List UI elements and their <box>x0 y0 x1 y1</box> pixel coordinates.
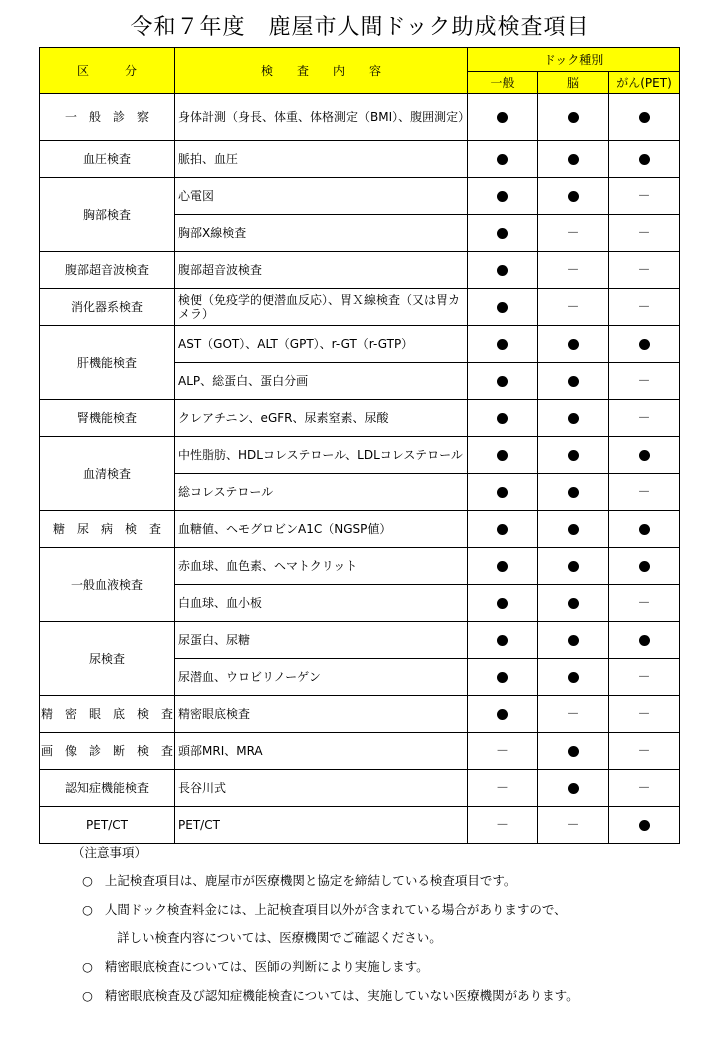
filled-circle-icon <box>568 746 579 757</box>
row-category: 糖 尿 病 検 査 <box>40 511 175 548</box>
filled-circle-icon <box>497 154 508 165</box>
filled-circle-icon <box>497 265 508 276</box>
mark-brain <box>538 289 609 326</box>
filled-circle-icon <box>568 339 579 350</box>
table-row <box>40 548 680 585</box>
row-content: 血糖値、ヘモグロビンA1C（NGSP値） <box>175 511 468 548</box>
table-row <box>40 622 680 659</box>
dock-type-header: ドック種別 <box>468 48 680 72</box>
mark-general <box>468 400 538 437</box>
row-category: 胸部検査 <box>40 178 175 252</box>
dash-mark: － <box>566 299 580 315</box>
content-header: 検 査 内 容 <box>175 48 468 94</box>
row-content: 中性脂肪、HDLコレステロール、LDLコレステロール <box>175 437 468 474</box>
mark-brain <box>538 622 609 659</box>
row-content: 長谷川式 <box>175 770 468 807</box>
dash-mark: － <box>637 410 651 426</box>
note-text: 精密眼底検査及び認知症機能検査については、実施していない医療機関があります。 <box>104 988 579 1003</box>
mark-cancer <box>609 326 680 363</box>
filled-circle-icon <box>568 413 579 424</box>
filled-circle-icon <box>497 376 508 387</box>
mark-general <box>468 289 538 326</box>
mark-cancer <box>609 94 680 141</box>
dash-mark: － <box>566 706 580 722</box>
mark-brain <box>538 437 609 474</box>
dash-mark: － <box>637 669 651 685</box>
mark-cancer <box>609 622 680 659</box>
filled-circle-icon <box>639 820 650 831</box>
filled-circle-icon <box>497 709 508 720</box>
table-row <box>40 807 680 844</box>
row-content: クレアチニン、eGFR、尿素窒素、尿酸 <box>175 400 468 437</box>
filled-circle-icon <box>568 561 579 572</box>
filled-circle-icon <box>639 450 650 461</box>
filled-circle-icon <box>497 450 508 461</box>
row-content: PET/CT <box>175 807 468 844</box>
page-title: 令和７年度 鹿屋市人間ドック助成検査項目 <box>130 15 590 40</box>
dash-mark: － <box>637 595 651 611</box>
filled-circle-icon <box>497 635 508 646</box>
filled-circle-icon <box>568 672 579 683</box>
filled-circle-icon <box>497 672 508 683</box>
mark-brain <box>538 696 609 733</box>
table-row <box>40 289 680 326</box>
table-row <box>40 326 680 363</box>
mark-general <box>468 178 538 215</box>
mark-cancer <box>609 400 680 437</box>
filled-circle-icon <box>497 487 508 498</box>
dash-mark: － <box>566 225 580 241</box>
mark-brain <box>538 511 609 548</box>
filled-circle-icon <box>497 191 508 202</box>
mark-brain <box>538 252 609 289</box>
row-content: 心電図 <box>175 178 468 215</box>
mark-general <box>468 437 538 474</box>
row-category: 尿検査 <box>40 622 175 696</box>
note-item <box>82 900 567 918</box>
mark-general <box>468 622 538 659</box>
mark-general <box>468 252 538 289</box>
dash-mark: － <box>637 780 651 796</box>
mark-general <box>468 141 538 178</box>
mark-brain <box>538 474 609 511</box>
filled-circle-icon <box>568 376 579 387</box>
filled-circle-icon <box>497 561 508 572</box>
row-category: 肝機能検査 <box>40 326 175 400</box>
note-bullet: ○ <box>82 873 93 888</box>
mark-general <box>468 363 538 400</box>
mark-brain <box>538 807 609 844</box>
row-category: 認知症機能検査 <box>40 770 175 807</box>
dash-mark: － <box>495 743 509 759</box>
mark-cancer <box>609 770 680 807</box>
filled-circle-icon <box>639 154 650 165</box>
mark-cancer <box>609 511 680 548</box>
mark-cancer <box>609 178 680 215</box>
mark-general <box>468 94 538 141</box>
row-content: 脈拍、血圧 <box>175 141 468 178</box>
mark-cancer <box>609 252 680 289</box>
filled-circle-icon <box>497 302 508 313</box>
mark-general <box>468 807 538 844</box>
filled-circle-icon <box>568 112 579 123</box>
filled-circle-icon <box>568 524 579 535</box>
mark-general <box>468 511 538 548</box>
mark-cancer <box>609 696 680 733</box>
mark-brain <box>538 215 609 252</box>
row-content: 胸部X線検査 <box>175 215 468 252</box>
table-row <box>40 733 680 770</box>
row-content: ALP、総蛋白、蛋白分画 <box>175 363 468 400</box>
mark-cancer <box>609 733 680 770</box>
row-category: 血清検査 <box>40 437 175 511</box>
inspection-table <box>39 47 680 844</box>
row-category: PET/CT <box>40 807 175 844</box>
dash-mark: － <box>495 780 509 796</box>
dash-mark: － <box>566 262 580 278</box>
table-row <box>40 141 680 178</box>
note-bullet: ○ <box>82 988 93 1003</box>
note-item <box>82 957 429 975</box>
notes-heading: （注意事項） <box>72 845 148 860</box>
row-category: 一 般 診 察 <box>40 94 175 141</box>
row-content: 検便（免疫学的便潜血反応）、胃Ｘ線検査（又は胃カメラ） <box>175 289 468 326</box>
table-row <box>40 400 680 437</box>
category-header: 区 分 <box>40 48 175 94</box>
mark-brain <box>538 178 609 215</box>
dash-mark: － <box>637 299 651 315</box>
row-content: 赤血球、血色素、ヘマトクリット <box>175 548 468 585</box>
row-content: 白血球、血小板 <box>175 585 468 622</box>
row-category: 腹部超音波検査 <box>40 252 175 289</box>
filled-circle-icon <box>497 339 508 350</box>
dash-mark: － <box>637 188 651 204</box>
row-category: 一般血液検査 <box>40 548 175 622</box>
mark-brain <box>538 363 609 400</box>
col-brain-header: 脳 <box>538 72 609 94</box>
table-row <box>40 696 680 733</box>
mark-general <box>468 659 538 696</box>
table-row <box>40 770 680 807</box>
mark-brain <box>538 733 609 770</box>
filled-circle-icon <box>639 524 650 535</box>
filled-circle-icon <box>497 112 508 123</box>
mark-cancer <box>609 289 680 326</box>
col-general-header: 一般 <box>468 72 538 94</box>
row-category: 精 密 眼 底 検 査 <box>40 696 175 733</box>
filled-circle-icon <box>639 112 650 123</box>
mark-general <box>468 733 538 770</box>
mark-brain <box>538 548 609 585</box>
dash-mark: － <box>637 484 651 500</box>
row-content: 腹部超音波検査 <box>175 252 468 289</box>
dash-mark: － <box>566 817 580 833</box>
filled-circle-icon <box>639 635 650 646</box>
table-row <box>40 178 680 215</box>
mark-general <box>468 215 538 252</box>
mark-general <box>468 548 538 585</box>
mark-cancer <box>609 215 680 252</box>
note-text: 人間ドック検査料金には、上記検査項目以外が含まれている場合がありますので、 <box>104 902 567 917</box>
row-content: 総コレステロール <box>175 474 468 511</box>
filled-circle-icon <box>497 524 508 535</box>
row-content: 頭部MRI、MRA <box>175 733 468 770</box>
note-bullet: ○ <box>82 959 93 974</box>
mark-general <box>468 770 538 807</box>
mark-brain <box>538 94 609 141</box>
mark-cancer <box>609 363 680 400</box>
row-content: 精密眼底検査 <box>175 696 468 733</box>
mark-cancer <box>609 474 680 511</box>
row-content: AST（GOT）、ALT（GPT）、r-GT（r-GTP） <box>175 326 468 363</box>
mark-brain <box>538 400 609 437</box>
filled-circle-icon <box>568 487 579 498</box>
dash-mark: － <box>495 817 509 833</box>
filled-circle-icon <box>568 191 579 202</box>
note-item <box>82 986 579 1004</box>
filled-circle-icon <box>568 783 579 794</box>
mark-brain <box>538 326 609 363</box>
row-content: 尿潜血、ウロビリノーゲン <box>175 659 468 696</box>
dash-mark: － <box>637 225 651 241</box>
note-item-continuation <box>117 928 442 946</box>
mark-brain <box>538 585 609 622</box>
filled-circle-icon <box>497 228 508 239</box>
row-category: 消化器系検査 <box>40 289 175 326</box>
dash-mark: － <box>637 706 651 722</box>
table-row <box>40 94 680 141</box>
dash-mark: － <box>637 373 651 389</box>
header-row <box>40 48 680 72</box>
filled-circle-icon <box>639 339 650 350</box>
note-bullet: ○ <box>82 902 93 917</box>
mark-general <box>468 326 538 363</box>
mark-brain <box>538 770 609 807</box>
dash-mark: － <box>637 743 651 759</box>
mark-cancer <box>609 585 680 622</box>
mark-general <box>468 696 538 733</box>
filled-circle-icon <box>568 635 579 646</box>
mark-cancer <box>609 807 680 844</box>
filled-circle-icon <box>568 450 579 461</box>
filled-circle-icon <box>568 154 579 165</box>
mark-cancer <box>609 141 680 178</box>
mark-brain <box>538 141 609 178</box>
row-category: 腎機能検査 <box>40 400 175 437</box>
note-text: 上記検査項目は、鹿屋市が医療機関と協定を締結している検査項目です。 <box>104 873 517 888</box>
table-row <box>40 252 680 289</box>
mark-general <box>468 585 538 622</box>
col-cancer-header: がん(PET) <box>609 72 680 94</box>
mark-cancer <box>609 659 680 696</box>
dash-mark: － <box>637 262 651 278</box>
filled-circle-icon <box>497 598 508 609</box>
note-item <box>82 871 516 889</box>
table-row <box>40 511 680 548</box>
table-body <box>40 94 680 844</box>
row-category: 血圧検査 <box>40 141 175 178</box>
note-text: 詳しい検査内容については、医療機関でご確認ください。 <box>117 930 442 945</box>
filled-circle-icon <box>639 561 650 572</box>
row-content: 尿蛋白、尿糖 <box>175 622 468 659</box>
note-text: 精密眼底検査については、医師の判断により実施します。 <box>104 959 429 974</box>
row-category: 画 像 診 断 検 査 <box>40 733 175 770</box>
mark-brain <box>538 659 609 696</box>
filled-circle-icon <box>568 598 579 609</box>
row-content: 身体計測（身長、体重、体格測定（BMI）、腹囲測定） <box>175 94 468 141</box>
table-row <box>40 437 680 474</box>
mark-cancer <box>609 548 680 585</box>
mark-general <box>468 474 538 511</box>
filled-circle-icon <box>497 413 508 424</box>
mark-cancer <box>609 437 680 474</box>
